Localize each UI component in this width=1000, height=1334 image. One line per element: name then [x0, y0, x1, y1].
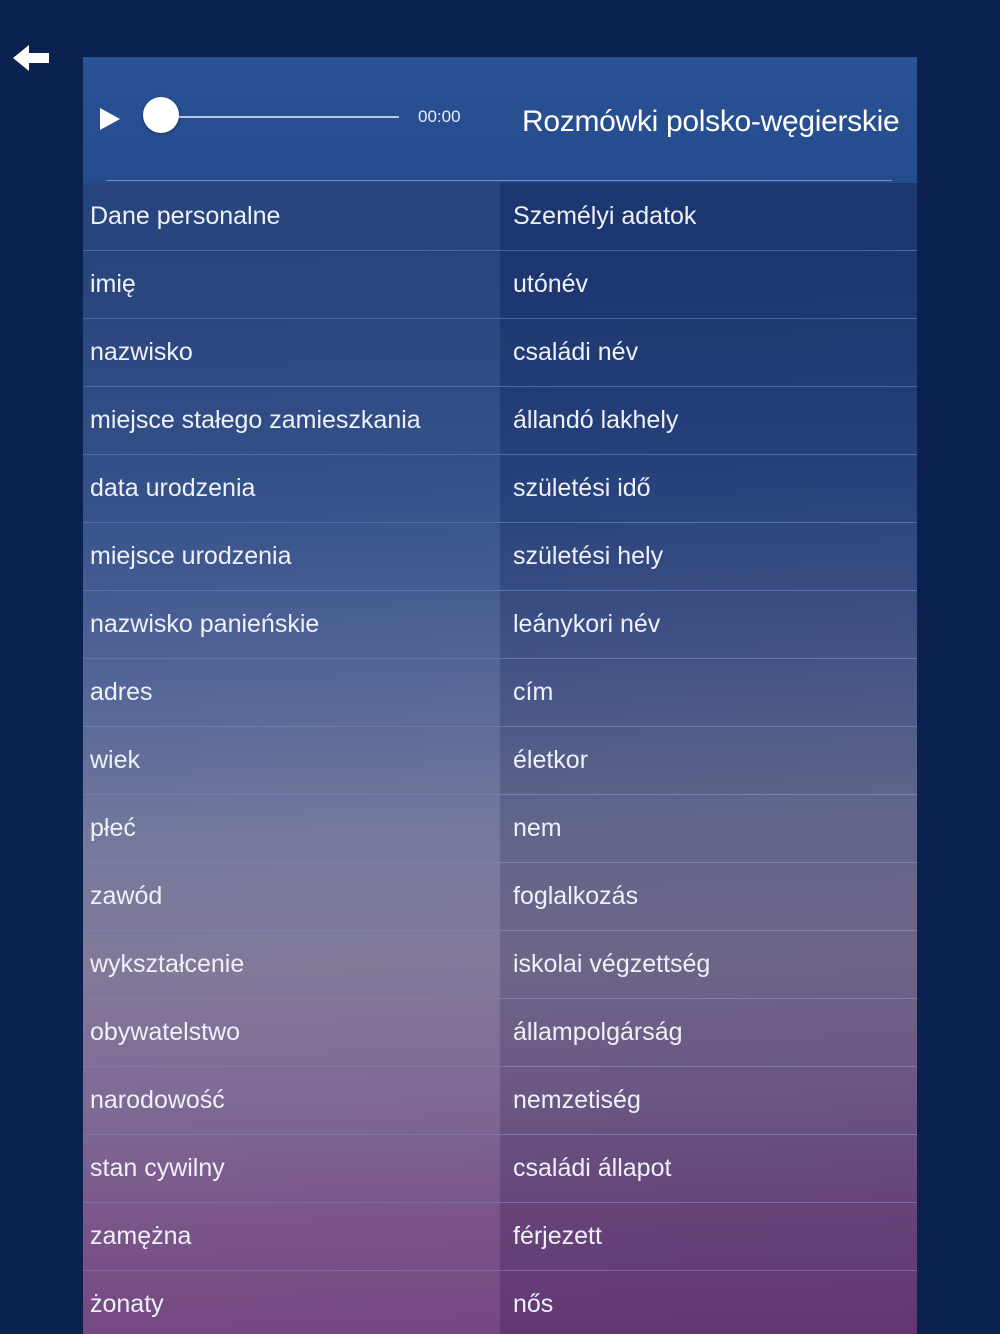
polish-phrase: nazwisko panieńskie — [83, 591, 500, 658]
polish-phrase: miejsce stałego zamieszkania — [83, 387, 500, 454]
table-row[interactable] — [83, 1203, 917, 1271]
table-row[interactable] — [83, 999, 917, 1067]
polish-phrase: płeć — [83, 795, 500, 862]
table-row[interactable] — [83, 523, 917, 591]
polish-phrase: imię — [83, 251, 500, 318]
hungarian-phrase: családi név — [500, 319, 917, 386]
hungarian-phrase: állampolgárság — [500, 999, 917, 1066]
time-label: 00:00 — [418, 107, 461, 126]
hungarian-phrase: foglalkozás — [500, 863, 917, 930]
table-row[interactable] — [83, 251, 917, 319]
page-title: Rozmówki polsko-węgierskie — [522, 105, 900, 138]
phrasebook-panel — [83, 57, 917, 1334]
table-row[interactable] — [83, 727, 917, 795]
hungarian-phrase: születési idő — [500, 455, 917, 522]
polish-phrase: wykształcenie — [83, 931, 500, 998]
hungarian-phrase: nem — [500, 795, 917, 862]
slider-thumb[interactable] — [143, 97, 179, 133]
table-row[interactable] — [83, 591, 917, 659]
hungarian-phrase: családi állapot — [500, 1135, 917, 1202]
polish-phrase: adres — [83, 659, 500, 726]
table-row[interactable] — [83, 1135, 917, 1203]
table-row[interactable] — [83, 863, 917, 931]
hungarian-phrase: életkor — [500, 727, 917, 794]
hungarian-phrase: cím — [500, 659, 917, 726]
polish-phrase: zamężna — [83, 1203, 500, 1270]
play-button[interactable] — [97, 106, 123, 132]
polish-phrase: Dane personalne — [83, 183, 500, 250]
arrow-left-icon — [11, 43, 51, 73]
hungarian-phrase: utónév — [500, 251, 917, 318]
audio-progress-slider[interactable] — [143, 97, 399, 133]
hungarian-phrase: nemzetiség — [500, 1067, 917, 1134]
back-button[interactable] — [10, 40, 52, 76]
polish-phrase: miejsce urodzenia — [83, 523, 500, 590]
polish-phrase: stan cywilny — [83, 1135, 500, 1202]
polish-phrase: data urodzenia — [83, 455, 500, 522]
hungarian-phrase: nős — [500, 1271, 917, 1334]
hungarian-phrase: iskolai végzettség — [500, 931, 917, 998]
hungarian-phrase: születési hely — [500, 523, 917, 590]
table-row[interactable] — [83, 1067, 917, 1135]
polish-phrase: zawód — [83, 863, 500, 930]
polish-phrase: żonaty — [83, 1271, 500, 1334]
table-row[interactable] — [83, 795, 917, 863]
hungarian-phrase: férjezett — [500, 1203, 917, 1270]
polish-phrase: obywatelstwo — [83, 999, 500, 1066]
table-row[interactable] — [83, 387, 917, 455]
phrase-table — [83, 183, 917, 1334]
hungarian-phrase: leánykori név — [500, 591, 917, 658]
table-row[interactable] — [83, 319, 917, 387]
header-divider — [106, 180, 892, 181]
polish-phrase: narodowość — [83, 1067, 500, 1134]
hungarian-phrase: állandó lakhely — [500, 387, 917, 454]
table-row[interactable] — [83, 931, 917, 999]
polish-phrase: wiek — [83, 727, 500, 794]
hungarian-phrase: Személyi adatok — [500, 183, 917, 250]
slider-track — [161, 116, 399, 118]
polish-phrase: nazwisko — [83, 319, 500, 386]
table-row[interactable] — [83, 183, 917, 251]
table-row[interactable] — [83, 1271, 917, 1334]
table-row[interactable] — [83, 455, 917, 523]
player-header — [83, 57, 917, 183]
play-icon — [97, 106, 123, 132]
table-row[interactable] — [83, 659, 917, 727]
